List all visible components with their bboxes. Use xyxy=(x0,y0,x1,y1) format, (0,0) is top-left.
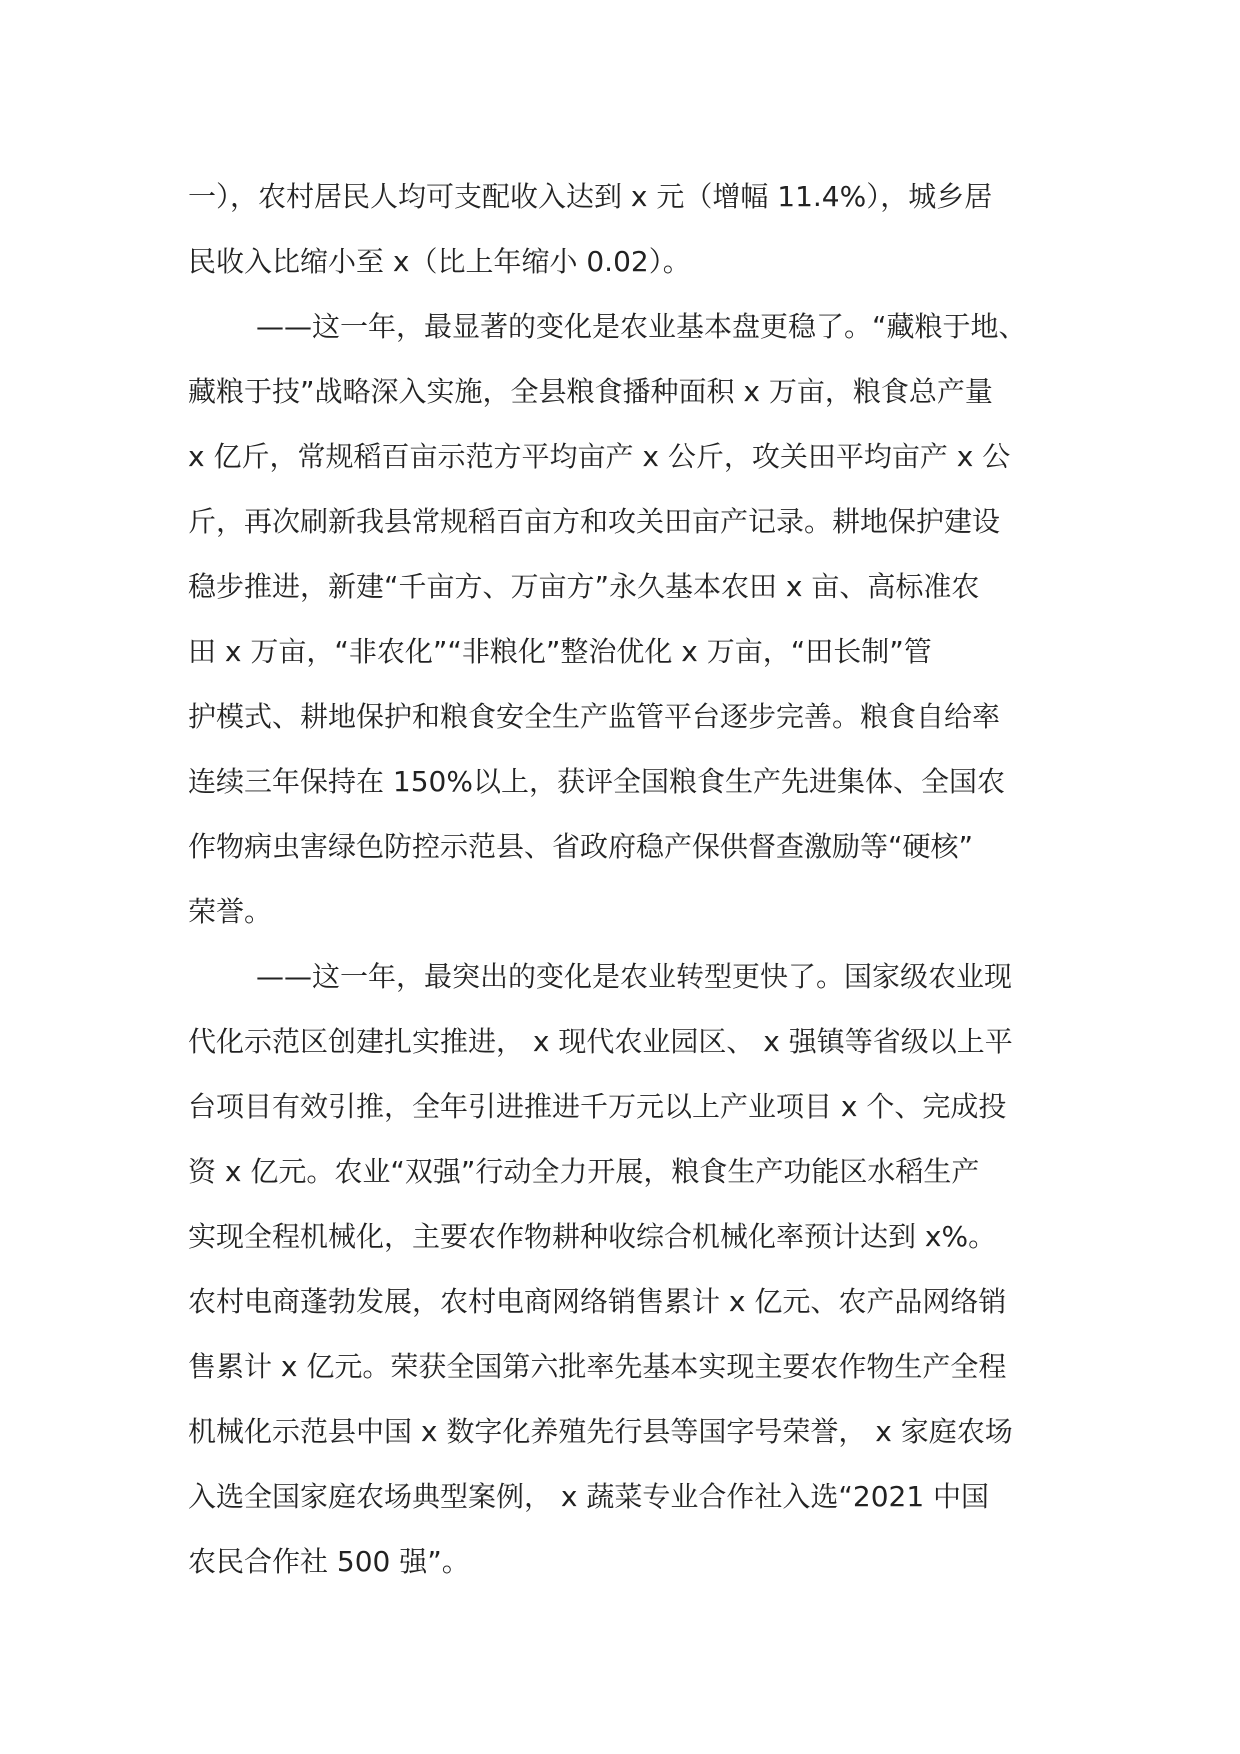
document-page xyxy=(188,164,1058,1594)
text-line: 民收入比缩小至 x（比上年缩小 0.02）。 xyxy=(188,245,691,278)
paragraph-1 xyxy=(188,164,1058,294)
text-line: 资 x 亿元。农业“双强”行动全力开展，粮食生产功能区水稻生产 xyxy=(188,1155,980,1188)
text-line: 藏粮于技”战略深入实施，全县粮食播种面积 x 万亩，粮食总产量 xyxy=(188,375,993,408)
text-line: 田 x 万亩，“非农化”“非粮化”整治优化 x 万亩，“田长制”管 xyxy=(188,635,932,668)
text-line: 斤，再次刷新我县常规稻百亩方和攻关田亩产记录。耕地保护建设 xyxy=(188,505,1001,538)
text-line: 机械化示范县中国 x 数字化养殖先行县等国字号荣誉， x 家庭农场 xyxy=(188,1415,1013,1448)
text-line: 台项目有效引推，全年引进推进千万元以上产业项目 x 个、完成投 xyxy=(188,1090,1007,1123)
text-line: 一），农村居民人均可支配收入达到 x 元（增幅 11.4%），城乡居 xyxy=(188,180,993,213)
text-line: 入选全国家庭农场典型案例， x 蔬菜专业合作社入选“2021 中国 xyxy=(188,1480,990,1513)
paragraph-3 xyxy=(188,944,1058,1594)
text-line: 农民合作社 500 强”。 xyxy=(188,1545,470,1578)
text-line: 稳步推进，新建“千亩方、万亩方”永久基本农田 x 亩、高标准农 xyxy=(188,570,980,603)
text-line: 荣誉。 xyxy=(188,895,273,928)
text-line: 农村电商蓬勃发展，农村电商网络销售累计 x 亿元、农产品网络销 xyxy=(188,1285,1007,1318)
text-line: 代化示范区创建扎实推进， x 现代农业园区、 x 强镇等省级以上平 xyxy=(188,1025,1013,1058)
paragraph-2 xyxy=(188,294,1058,944)
text-line: ——这一年，最显著的变化是农业基本盘更稳了。“藏粮于地、 xyxy=(256,310,1027,343)
text-line: 实现全程机械化，主要农作物耕种收综合机械化率预计达到 x%。 xyxy=(188,1220,997,1253)
text-line: x 亿斤，常规稻百亩示范方平均亩产 x 公斤，攻关田平均亩产 x 公 xyxy=(188,440,1011,473)
text-line: 护模式、耕地保护和粮食安全生产监管平台逐步完善。粮食自给率 xyxy=(188,700,1001,733)
text-line: 售累计 x 亿元。荣获全国第六批率先基本实现主要农作物生产全程 xyxy=(188,1350,1007,1383)
text-line: 作物病虫害绿色防控示范县、省政府稳产保供督查激励等“硬核” xyxy=(188,830,974,863)
text-line: 连续三年保持在 150%以上，获评全国粮食生产先进集体、全国农 xyxy=(188,765,1005,798)
text-line: ——这一年，最突出的变化是农业转型更快了。国家级农业现 xyxy=(256,960,1013,993)
